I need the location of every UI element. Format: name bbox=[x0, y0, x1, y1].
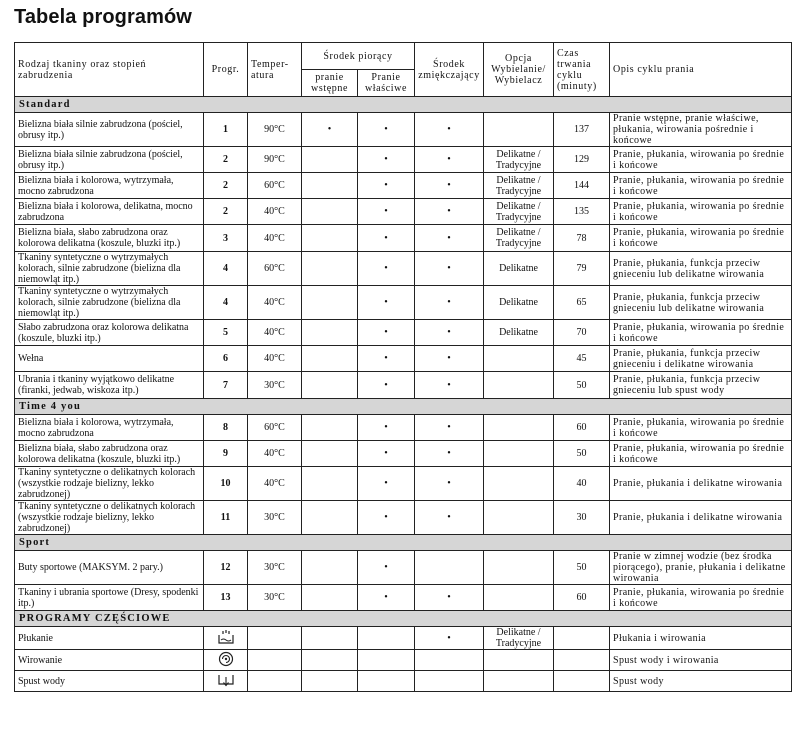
program-number: 6 bbox=[204, 346, 248, 372]
prewash-cell bbox=[302, 441, 358, 467]
description-cell: Spust wody bbox=[610, 671, 792, 692]
fabric-cell: Tkaniny syntetyczne o wytrzymałych kolorach, silnie zabrudzone (bielizna dla niemowląt itp.) bbox=[15, 252, 204, 286]
fabric-cell: Wirowanie bbox=[15, 650, 204, 671]
softener-cell: • bbox=[415, 346, 484, 372]
program-number: 10 bbox=[204, 467, 248, 501]
softener-cell: • bbox=[415, 113, 484, 147]
description-cell: Pranie, płukania, wirowania po średnie i końcowe bbox=[610, 147, 792, 173]
temperature-cell bbox=[248, 627, 302, 650]
option-cell bbox=[484, 467, 554, 501]
mainwash-cell: • bbox=[358, 501, 415, 535]
program-number: 9 bbox=[204, 441, 248, 467]
description-cell: Pranie, płukania, wirowania po średnie i końcowe bbox=[610, 320, 792, 346]
program-number: 11 bbox=[204, 501, 248, 535]
option-cell: Delikatne / Tradycyjne bbox=[484, 147, 554, 173]
option-cell bbox=[484, 585, 554, 611]
temperature-cell bbox=[248, 671, 302, 692]
program-number: 2 bbox=[204, 147, 248, 173]
option-cell: Delikatne bbox=[484, 320, 554, 346]
option-cell bbox=[484, 415, 554, 441]
fabric-cell: Słabo zabrudzona oraz kolorowa delikatna (koszule, bluzki itp.) bbox=[15, 320, 204, 346]
fabric-cell: Bielizna biała, słabo zabrudzona oraz kolorowa delikatna (koszule, bluzki itp.) bbox=[15, 441, 204, 467]
temperature-cell: 90°C bbox=[248, 147, 302, 173]
mainwash-cell: • bbox=[358, 551, 415, 585]
table-row bbox=[15, 627, 792, 650]
section-header-time-4-you bbox=[15, 399, 792, 415]
description-cell: Pranie, płukania, wirowania po średnie i końcowe bbox=[610, 415, 792, 441]
header-temperature: Temper-atura bbox=[248, 43, 302, 97]
section-title: Sport bbox=[15, 535, 792, 551]
time-cell: 30 bbox=[554, 501, 610, 535]
page-title: Tabela programów bbox=[14, 6, 192, 28]
prewash-cell bbox=[302, 199, 358, 225]
header-option: Opcja Wybielanie/ Wybielacz bbox=[484, 43, 554, 97]
time-cell: 78 bbox=[554, 225, 610, 252]
softener-cell: • bbox=[415, 467, 484, 501]
table-row bbox=[15, 173, 792, 199]
fabric-cell: Wełna bbox=[15, 346, 204, 372]
description-cell: Pranie wstępne, pranie właściwe, płukania, wirowania pośrednie i końcowe bbox=[610, 113, 792, 147]
temperature-cell: 90°C bbox=[248, 113, 302, 147]
description-cell: Pranie, płukania, wirowania po średnie i końcowe bbox=[610, 441, 792, 467]
softener-cell: • bbox=[415, 501, 484, 535]
description-cell: Pranie, płukania, wirowania po średnie i końcowe bbox=[610, 173, 792, 199]
temperature-cell: 40°C bbox=[248, 225, 302, 252]
section-title: Time 4 you bbox=[15, 399, 792, 415]
program-number: 13 bbox=[204, 585, 248, 611]
table-row bbox=[15, 415, 792, 441]
time-cell: 60 bbox=[554, 415, 610, 441]
option-cell: Delikatne / Tradycyjne bbox=[484, 627, 554, 650]
section-title: Standard bbox=[15, 97, 792, 113]
temperature-cell: 30°C bbox=[248, 501, 302, 535]
time-cell: 137 bbox=[554, 113, 610, 147]
mainwash-cell: • bbox=[358, 225, 415, 252]
table-row bbox=[15, 252, 792, 286]
table-row bbox=[15, 346, 792, 372]
spin-icon bbox=[217, 651, 235, 670]
fabric-cell: Bielizna biała, słabo zabrudzona oraz kolorowa delikatna (koszule, bluzki itp.) bbox=[15, 225, 204, 252]
softener-cell: • bbox=[415, 225, 484, 252]
fabric-cell: Bielizna biała silnie zabrudzona (pościel, obrusy itp.) bbox=[15, 113, 204, 147]
program-table bbox=[14, 42, 792, 692]
softener-cell: • bbox=[415, 585, 484, 611]
table-row bbox=[15, 467, 792, 501]
program-number: 3 bbox=[204, 225, 248, 252]
option-cell bbox=[484, 346, 554, 372]
prewash-cell bbox=[302, 346, 358, 372]
prewash-cell: • bbox=[302, 113, 358, 147]
description-cell: Spust wody i wirowania bbox=[610, 650, 792, 671]
softener-cell: • bbox=[415, 320, 484, 346]
description-cell: Pranie, płukania, wirowania po średnie i końcowe bbox=[610, 199, 792, 225]
drain-icon bbox=[217, 672, 235, 691]
temperature-cell: 40°C bbox=[248, 467, 302, 501]
mainwash-cell: • bbox=[358, 585, 415, 611]
time-cell bbox=[554, 650, 610, 671]
time-cell: 79 bbox=[554, 252, 610, 286]
softener-cell: • bbox=[415, 415, 484, 441]
option-cell bbox=[484, 551, 554, 585]
description-cell: Pranie, płukania, wirowania po średnie i końcowe bbox=[610, 225, 792, 252]
softener-cell: • bbox=[415, 627, 484, 650]
fabric-cell: Bielizna biała i kolorowa, delikatna, mocno zabrudzona bbox=[15, 199, 204, 225]
prewash-cell bbox=[302, 372, 358, 399]
mainwash-cell: • bbox=[358, 467, 415, 501]
prewash-cell bbox=[302, 415, 358, 441]
option-cell bbox=[484, 372, 554, 399]
mainwash-cell: • bbox=[358, 320, 415, 346]
program-number: 5 bbox=[204, 320, 248, 346]
temperature-cell: 30°C bbox=[248, 551, 302, 585]
softener-cell bbox=[415, 551, 484, 585]
description-cell: Pranie, płukania i delikatne wirowania bbox=[610, 501, 792, 535]
icon-cell bbox=[204, 671, 248, 692]
option-cell: Delikatne / Tradycyjne bbox=[484, 225, 554, 252]
header-fabric: Rodzaj tkaniny oraz stopień zabrudzenia bbox=[15, 43, 204, 97]
prewash-cell bbox=[302, 286, 358, 320]
icon-cell bbox=[204, 627, 248, 650]
option-cell bbox=[484, 671, 554, 692]
time-cell: 135 bbox=[554, 199, 610, 225]
time-cell bbox=[554, 671, 610, 692]
temperature-cell: 60°C bbox=[248, 252, 302, 286]
time-cell bbox=[554, 627, 610, 650]
section-header-sport bbox=[15, 535, 792, 551]
mainwash-cell: • bbox=[358, 147, 415, 173]
table-row bbox=[15, 199, 792, 225]
prewash-cell bbox=[302, 173, 358, 199]
header-program: Progr. bbox=[204, 43, 248, 97]
table-row bbox=[15, 113, 792, 147]
header-description: Opis cyklu prania bbox=[610, 43, 792, 97]
temperature-cell: 60°C bbox=[248, 415, 302, 441]
prewash-cell bbox=[302, 467, 358, 501]
mainwash-cell bbox=[358, 671, 415, 692]
fabric-cell: Ubrania i tkaniny wyjątkowo delikatne (firanki, jedwab, wiskoza itp.) bbox=[15, 372, 204, 399]
fabric-cell: Tkaniny syntetyczne o delikatnych kolorach (wszystkie rodzaje bielizny, lekko zabrudzonej) bbox=[15, 467, 204, 501]
mainwash-cell bbox=[358, 650, 415, 671]
softener-cell: • bbox=[415, 372, 484, 399]
time-cell: 45 bbox=[554, 346, 610, 372]
table-row bbox=[15, 225, 792, 252]
temperature-cell: 40°C bbox=[248, 320, 302, 346]
prewash-cell bbox=[302, 627, 358, 650]
time-cell: 50 bbox=[554, 372, 610, 399]
mainwash-cell bbox=[358, 627, 415, 650]
description-cell: Pranie, płukania, funkcja przeciw gnieceniu i delikatne wirowania bbox=[610, 346, 792, 372]
softener-cell: • bbox=[415, 441, 484, 467]
mainwash-cell: • bbox=[358, 441, 415, 467]
program-number: 2 bbox=[204, 173, 248, 199]
prewash-cell bbox=[302, 551, 358, 585]
description-cell: Pranie, płukania, funkcja przeciw gnieceniu lub delikatne wirowania bbox=[610, 286, 792, 320]
softener-cell: • bbox=[415, 199, 484, 225]
fabric-cell: Bielizna biała silnie zabrudzona (pościel, obrusy itp.) bbox=[15, 147, 204, 173]
mainwash-cell: • bbox=[358, 346, 415, 372]
program-number: 4 bbox=[204, 252, 248, 286]
section-title: PROGRAMY CZĘŚCIOWE bbox=[15, 611, 792, 627]
mainwash-cell: • bbox=[358, 199, 415, 225]
softener-cell bbox=[415, 650, 484, 671]
header-mainwash: Pranie właściwe bbox=[358, 70, 415, 97]
option-cell: Delikatne bbox=[484, 252, 554, 286]
temperature-cell: 30°C bbox=[248, 372, 302, 399]
section-header-partial-programs bbox=[15, 611, 792, 627]
header-softener: Środek zmiękczający bbox=[415, 43, 484, 97]
softener-cell: • bbox=[415, 173, 484, 199]
fabric-cell: Tkaniny syntetyczne o delikatnych kolorach (wszystkie rodzaje bielizny, lekko zabrudzonej) bbox=[15, 501, 204, 535]
softener-cell: • bbox=[415, 147, 484, 173]
program-number: 2 bbox=[204, 199, 248, 225]
option-cell bbox=[484, 441, 554, 467]
prewash-cell bbox=[302, 147, 358, 173]
softener-cell bbox=[415, 671, 484, 692]
softener-cell: • bbox=[415, 252, 484, 286]
section-header-standard bbox=[15, 97, 792, 113]
temperature-cell bbox=[248, 650, 302, 671]
time-cell: 50 bbox=[554, 441, 610, 467]
fabric-cell: Płukanie bbox=[15, 627, 204, 650]
description-cell: Pranie, płukania, funkcja przeciw gnieceniu lub spust wody bbox=[610, 372, 792, 399]
time-cell: 40 bbox=[554, 467, 610, 501]
table-row bbox=[15, 286, 792, 320]
header-time: Czas trwania cyklu (minuty) bbox=[554, 43, 610, 97]
time-cell: 60 bbox=[554, 585, 610, 611]
table-row bbox=[15, 585, 792, 611]
table-row bbox=[15, 147, 792, 173]
prewash-cell bbox=[302, 501, 358, 535]
fabric-cell: Bielizna biała i kolorowa, wytrzymała, mocno zabrudzona bbox=[15, 415, 204, 441]
mainwash-cell: • bbox=[358, 252, 415, 286]
table-row bbox=[15, 441, 792, 467]
program-number: 12 bbox=[204, 551, 248, 585]
table-row bbox=[15, 372, 792, 399]
prewash-cell bbox=[302, 320, 358, 346]
program-number: 8 bbox=[204, 415, 248, 441]
prewash-cell bbox=[302, 252, 358, 286]
option-cell bbox=[484, 650, 554, 671]
fabric-cell: Bielizna biała i kolorowa, wytrzymała, mocno zabrudzona bbox=[15, 173, 204, 199]
temperature-cell: 40°C bbox=[248, 199, 302, 225]
option-cell bbox=[484, 501, 554, 535]
mainwash-cell: • bbox=[358, 113, 415, 147]
time-cell: 144 bbox=[554, 173, 610, 199]
table-row bbox=[15, 320, 792, 346]
header-detergent: Środek piorący bbox=[302, 43, 415, 70]
program-number: 4 bbox=[204, 286, 248, 320]
fabric-cell: Tkaniny syntetyczne o wytrzymałych kolorach, silnie zabrudzone (bielizna dla niemowląt itp.) bbox=[15, 286, 204, 320]
program-number: 1 bbox=[204, 113, 248, 147]
temperature-cell: 40°C bbox=[248, 346, 302, 372]
temperature-cell: 30°C bbox=[248, 585, 302, 611]
description-cell: Pranie, płukania, funkcja przeciw gnieceniu lub delikatne wirowania bbox=[610, 252, 792, 286]
description-cell: Pranie, płukania, wirowania po średnie i końcowe bbox=[610, 585, 792, 611]
temperature-cell: 40°C bbox=[248, 286, 302, 320]
table-row bbox=[15, 650, 792, 671]
mainwash-cell: • bbox=[358, 415, 415, 441]
description-cell: Pranie, płukania i delikatne wirowania bbox=[610, 467, 792, 501]
prewash-cell bbox=[302, 585, 358, 611]
time-cell: 50 bbox=[554, 551, 610, 585]
prewash-cell bbox=[302, 671, 358, 692]
description-cell: Pranie w zimnej wodzie (bez środka piorącego), pranie, płukania i delikatne wirowania bbox=[610, 551, 792, 585]
mainwash-cell: • bbox=[358, 173, 415, 199]
time-cell: 129 bbox=[554, 147, 610, 173]
table-row bbox=[15, 671, 792, 692]
mainwash-cell: • bbox=[358, 372, 415, 399]
header-prewash: pranie wstępne bbox=[302, 70, 358, 97]
option-cell: Delikatne / Tradycyjne bbox=[484, 173, 554, 199]
prewash-cell bbox=[302, 225, 358, 252]
program-number: 7 bbox=[204, 372, 248, 399]
rinse-icon bbox=[217, 629, 235, 648]
fabric-cell: Spust wody bbox=[15, 671, 204, 692]
softener-cell: • bbox=[415, 286, 484, 320]
time-cell: 65 bbox=[554, 286, 610, 320]
option-cell: Delikatne / Tradycyjne bbox=[484, 199, 554, 225]
temperature-cell: 40°C bbox=[248, 441, 302, 467]
table-row bbox=[15, 551, 792, 585]
option-cell bbox=[484, 113, 554, 147]
prewash-cell bbox=[302, 650, 358, 671]
description-cell: Płukania i wirowania bbox=[610, 627, 792, 650]
mainwash-cell: • bbox=[358, 286, 415, 320]
fabric-cell: Tkaniny i ubrania sportowe (Dresy, spodenki itp.) bbox=[15, 585, 204, 611]
table-row bbox=[15, 501, 792, 535]
icon-cell bbox=[204, 650, 248, 671]
temperature-cell: 60°C bbox=[248, 173, 302, 199]
time-cell: 70 bbox=[554, 320, 610, 346]
option-cell: Delikatne bbox=[484, 286, 554, 320]
fabric-cell: Buty sportowe (MAKSYM. 2 pary.) bbox=[15, 551, 204, 585]
